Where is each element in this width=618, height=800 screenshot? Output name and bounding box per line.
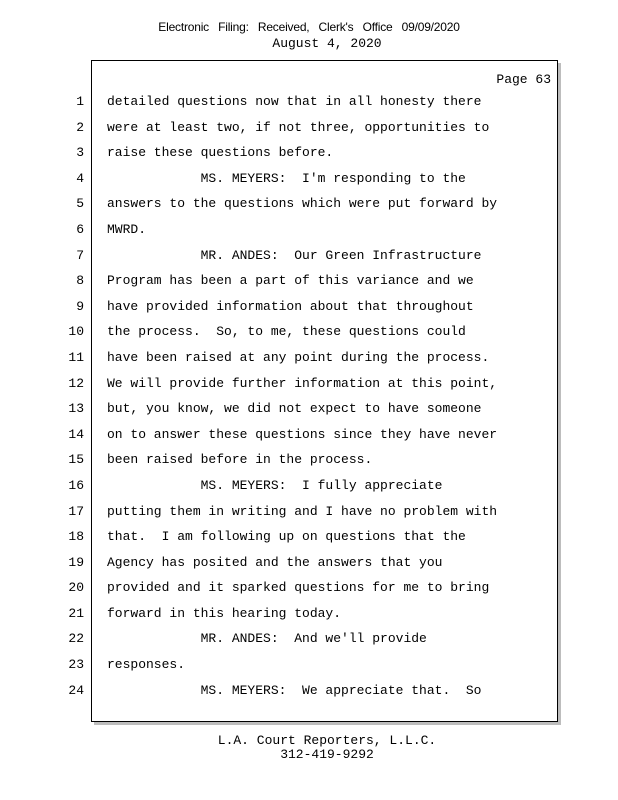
line-text: on to answer these questions since they have never	[107, 426, 498, 442]
line-text: provided and it sparked questions for me to bring	[107, 580, 490, 596]
line-number: 12	[68, 375, 84, 391]
line-number: 16	[68, 477, 84, 493]
line-number: 13	[68, 401, 84, 417]
line-number: 5	[76, 196, 84, 212]
line-text: forward in this hearing today.	[107, 605, 342, 621]
transcript-line	[0, 115, 618, 141]
transcript-line	[0, 396, 618, 422]
line-text: been raised before in the process.	[107, 452, 373, 468]
transcript-line	[0, 191, 618, 217]
transcript-line	[0, 473, 618, 499]
line-number: 1	[76, 94, 84, 109]
transcript-line	[0, 601, 618, 627]
transcript-line	[0, 319, 618, 345]
hearing-date: August 4, 2020	[272, 36, 382, 51]
transcript-line	[0, 140, 618, 166]
line-number: 2	[76, 119, 84, 135]
transcript-line	[0, 243, 618, 269]
line-number: 3	[76, 145, 84, 161]
line-number: 4	[76, 170, 84, 186]
filing-stamp: Electronic Filing: Received, Clerk's Office 09/09/2020	[158, 20, 460, 34]
line-number: 18	[68, 529, 84, 545]
line-text: that. I am following up on questions that the	[107, 529, 466, 545]
line-number: 7	[76, 247, 84, 263]
line-number: 21	[68, 605, 84, 621]
line-number: 23	[68, 657, 84, 673]
transcript-line	[0, 626, 618, 652]
line-text: MS. MEYERS: I'm responding to the	[107, 170, 466, 186]
line-text: putting them in writing and I have no problem with	[107, 503, 498, 519]
line-number: 24	[68, 682, 84, 698]
transcript-line	[0, 166, 618, 192]
line-number: 19	[68, 554, 84, 570]
line-number: 20	[68, 580, 84, 596]
transcript-line	[0, 575, 618, 601]
transcript-line	[0, 652, 618, 678]
line-number: 17	[68, 503, 84, 519]
line-text: responses.	[107, 657, 186, 673]
line-number: 9	[76, 298, 84, 314]
line-number: 10	[68, 324, 84, 340]
line-number: 11	[68, 349, 84, 365]
line-text: MS. MEYERS: I fully appreciate	[107, 477, 443, 493]
transcript-line	[0, 345, 618, 371]
line-text: have been raised at any point during the process.	[107, 349, 490, 365]
transcript-line	[0, 89, 618, 115]
line-text: We will provide further information at this point,	[107, 375, 498, 391]
transcript-line	[0, 447, 618, 473]
transcript-line	[0, 678, 618, 704]
transcript-line	[0, 524, 618, 550]
line-text: MR. ANDES: And we'll provide	[107, 631, 427, 647]
line-text: answers to the questions which were put forward by	[107, 196, 498, 212]
line-text: MS. MEYERS: We appreciate that. So	[107, 682, 482, 698]
transcript-line	[0, 268, 618, 294]
transcript-line	[0, 371, 618, 397]
transcript-line	[0, 294, 618, 320]
line-text: MWRD.	[107, 221, 147, 237]
line-number: 15	[68, 452, 84, 468]
line-text: have provided information about that throughout	[107, 298, 474, 314]
transcript-line	[0, 499, 618, 525]
court-reporter-phone: 312-419-9292	[280, 747, 374, 762]
page-number: Page 63	[496, 72, 551, 87]
transcript-line	[0, 550, 618, 576]
line-text: the process. So, to me, these questions could	[107, 324, 466, 340]
line-text: Agency has posited and the answers that you	[107, 554, 443, 570]
line-number: 6	[76, 221, 84, 237]
transcript-line	[0, 217, 618, 243]
line-text: but, you know, we did not expect to have someone	[107, 401, 482, 417]
line-text: MR. ANDES: Our Green Infrastructure	[107, 247, 482, 263]
line-text: raise these questions before.	[107, 145, 334, 161]
line-number: 14	[68, 426, 84, 442]
line-number: 8	[76, 273, 84, 289]
line-text: detailed questions now that in all honesty there	[107, 94, 482, 109]
line-number: 22	[68, 631, 84, 647]
transcript-lines	[0, 89, 618, 703]
court-reporter-name: L.A. Court Reporters, L.L.C.	[217, 733, 437, 748]
line-text: were at least two, if not three, opportunities to	[107, 119, 490, 135]
transcript-line	[0, 422, 618, 448]
line-text: Program has been a part of this variance and we	[107, 273, 474, 289]
